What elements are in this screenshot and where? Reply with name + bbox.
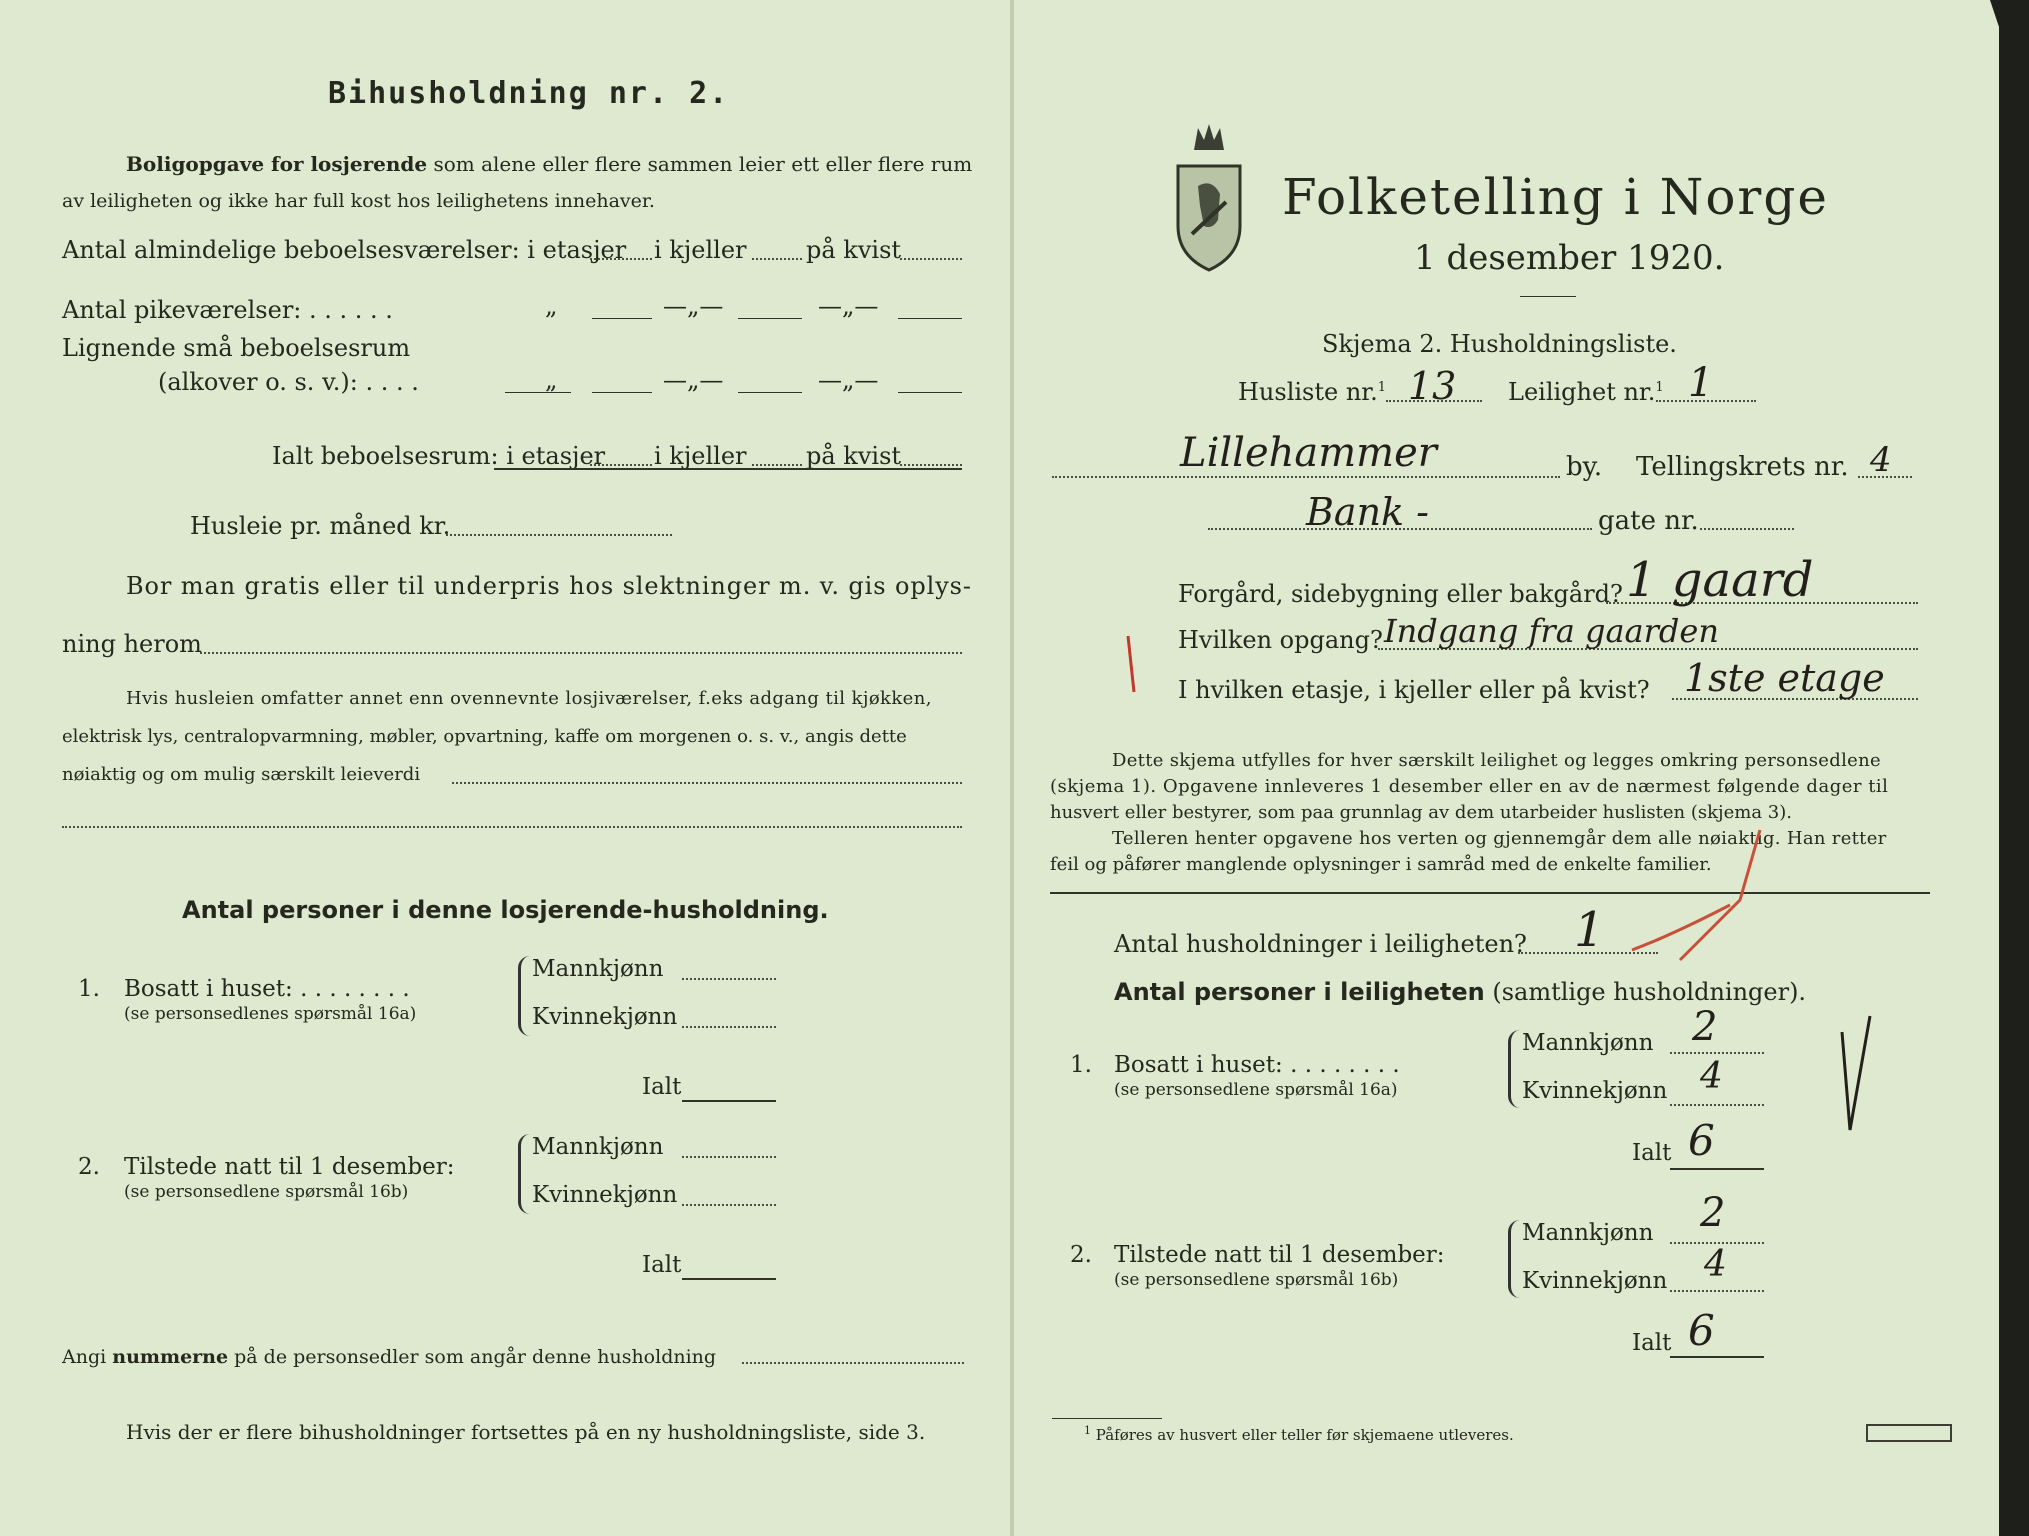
rooms-etasjer-field[interactable] xyxy=(590,258,652,260)
antal-heading-rest: (samtlige husholdninger). xyxy=(1492,978,1807,1006)
rq2-ialt-field[interactable] xyxy=(1670,1356,1764,1358)
hush-label: Antal husholdninger i leiligheten? xyxy=(1114,930,1527,958)
alkover-ditto-3: —„— xyxy=(818,366,879,394)
krets-value[interactable]: 4 xyxy=(1870,440,1892,480)
gate-label: gate nr. xyxy=(1598,506,1699,536)
bor-line-2: ning herom xyxy=(62,630,202,658)
rq1-mann-value[interactable]: 2 xyxy=(1692,1004,1718,1050)
lq1-kvinne-field[interactable] xyxy=(682,1026,776,1028)
husliste-text: Husliste nr. xyxy=(1238,378,1378,406)
angi-line xyxy=(62,1346,716,1368)
by-label: by. xyxy=(1566,452,1603,482)
husliste-value[interactable]: 13 xyxy=(1408,364,1457,408)
etasje-label: I hvilken etasje, i kjeller eller på kvist? xyxy=(1178,676,1650,704)
alkover-label: (alkover o. s. v.): . . . . xyxy=(158,368,419,396)
pike-kvist-field[interactable] xyxy=(898,318,962,319)
angi-prefix: Angi xyxy=(62,1346,107,1368)
alkover-etasjer-field[interactable] xyxy=(592,392,652,393)
footnote-text xyxy=(1084,1424,1514,1444)
lq1-mann-label: Mannkjønn xyxy=(532,956,664,982)
antal-heading-bold: Antal personer i leiligheten xyxy=(1114,978,1485,1006)
lq1-ialt-field[interactable] xyxy=(682,1100,776,1102)
ialt-kvist-label: på kvist xyxy=(806,442,902,470)
rq2-ialt-label: Ialt xyxy=(1632,1330,1672,1356)
leilighet-label xyxy=(1508,378,1664,406)
lq2-ialt-field[interactable] xyxy=(682,1278,776,1280)
leieverdi-field[interactable] xyxy=(452,782,962,784)
rq1-ialt-label: Ialt xyxy=(1632,1140,1672,1166)
rq2-label: Tilstede natt til 1 desember: xyxy=(1114,1242,1445,1268)
lq2-mann-label: Mannkjønn xyxy=(532,1134,664,1160)
leilighet-text: Leilighet nr. xyxy=(1508,378,1656,406)
husleie-label: Husleie pr. måned kr. xyxy=(190,512,451,540)
rooms-kjeller-label: i kjeller xyxy=(654,236,747,264)
rooms-kvist-field[interactable] xyxy=(900,258,962,260)
ialt-kvist-field[interactable] xyxy=(900,464,962,466)
pike-ditto-3: —„— xyxy=(818,292,879,320)
hvis-line-2: elektrisk lys, centralopvarmning, møbler, opvartning, kaffe om morgenen o. s. v., angis dette xyxy=(62,726,907,747)
forgard-value[interactable]: 1 gaard xyxy=(1626,552,1814,608)
antal-losjerende-heading: Antal personer i denne losjerende-husholdning. xyxy=(182,896,829,924)
ialt-kjeller-field[interactable] xyxy=(752,464,802,466)
rq2-brace xyxy=(1508,1220,1521,1298)
hvis-line-1: Hvis husleien omfatter annet enn ovennevnte losjiværelser, f.eks adgang til kjøkken, xyxy=(126,688,932,709)
center-fold xyxy=(1010,0,1014,1536)
rq1-ialt-value[interactable]: 6 xyxy=(1688,1116,1715,1165)
pike-ditto-2: —„— xyxy=(663,292,724,320)
rooms-label: Antal almindelige beboelsesværelser: i etasjer xyxy=(62,236,627,264)
left-title: Bihusholdning nr. 2. xyxy=(328,76,730,111)
pike-kjeller-field[interactable] xyxy=(738,318,802,319)
pike-label: Antal pikeværelser: . . . . . . xyxy=(62,296,393,324)
lq1-sub: (se personsedlenes spørsmål 16a) xyxy=(124,1004,417,1024)
rooms-kjeller-field[interactable] xyxy=(752,258,802,260)
alkover-ditto-1: „ xyxy=(545,366,558,394)
alkover-kjeller-field[interactable] xyxy=(738,392,802,393)
rq2-number: 2. xyxy=(1070,1242,1092,1268)
lq2-mann-field[interactable] xyxy=(682,1156,776,1158)
intro-bold: Boligopgave for losjerende xyxy=(126,152,428,176)
intro-line-2: av leiligheten og ikke har full kost hos leilighetens innehaver. xyxy=(62,190,655,212)
leilighet-value[interactable]: 1 xyxy=(1688,360,1714,406)
rq1-number: 1. xyxy=(1070,1052,1092,1078)
lq2-kvinne-label: Kvinnekjønn xyxy=(532,1182,678,1208)
lq2-kvinne-field[interactable] xyxy=(682,1204,776,1206)
rq1-kvinne-label: Kvinnekjønn xyxy=(1522,1078,1668,1104)
rq1-label: Bosatt i huset: . . . . . . . . xyxy=(1114,1052,1400,1078)
ialt-rooms-underline xyxy=(494,468,962,470)
intro-line-1 xyxy=(126,152,972,176)
right-title: Folketelling i Norge xyxy=(1282,168,1829,226)
alkover-kvist-field[interactable] xyxy=(898,392,962,393)
angi-rest: på de personsedler som angår denne husholdning xyxy=(234,1346,717,1368)
rooms-kvist-label: på kvist xyxy=(806,236,902,264)
pike-etasjer-field[interactable] xyxy=(592,318,652,319)
printer-stamp xyxy=(1866,1424,1952,1442)
lq2-label: Tilstede natt til 1 desember: xyxy=(124,1154,455,1180)
opgang-value[interactable]: Indgang fra gaarden xyxy=(1384,612,1719,650)
lq1-label: Bosatt i huset: . . . . . . . . xyxy=(124,976,410,1002)
footnote-rule xyxy=(1052,1418,1162,1419)
gate-field[interactable] xyxy=(1700,528,1794,530)
rq1-kvinne-value[interactable]: 4 xyxy=(1700,1056,1723,1097)
info-line-1: Dette skjema utfylles for hver særskilt leilighet og legges omkring personsedlene xyxy=(1112,750,1881,771)
rq1-ialt-field[interactable] xyxy=(1670,1168,1764,1170)
checker-marks xyxy=(1120,630,1840,1150)
rq2-mann-value[interactable]: 2 xyxy=(1700,1190,1726,1236)
footnote-mark: 1 xyxy=(1084,1424,1091,1437)
lq1-kvinne-label: Kvinnekjønn xyxy=(532,1004,678,1030)
alkover-ditto-2: —„— xyxy=(663,366,724,394)
info-line-3: husvert eller bestyrer, som paa grunnlag av dem utarbeider huslisten (skjema 3). xyxy=(1050,802,1792,823)
lq1-brace xyxy=(518,956,531,1036)
town-field[interactable] xyxy=(1052,476,1560,478)
bor-line-1: Bor man gratis eller til underpris hos slektninger m. v. gis oplys- xyxy=(126,572,972,600)
lq2-number: 2. xyxy=(78,1154,100,1180)
rq2-kvinne-field[interactable] xyxy=(1670,1290,1764,1292)
rq1-mann-label: Mannkjønn xyxy=(1522,1030,1654,1056)
intro-rest: som alene eller flere sammen leier ett eller flere rum xyxy=(433,152,973,176)
lignende-label: Lignende små beboelsesrum xyxy=(62,334,411,362)
angi-bold: nummerne xyxy=(112,1346,229,1368)
krets-label: Tellingskrets nr. xyxy=(1636,452,1849,482)
lq2-brace xyxy=(518,1134,531,1214)
ialt-etasjer-field[interactable] xyxy=(590,464,652,466)
rq1-sub: (se personsedlene spørsmål 16a) xyxy=(1114,1080,1398,1100)
street-value[interactable]: Bank - xyxy=(1306,490,1429,534)
lq1-mann-field[interactable] xyxy=(682,978,776,980)
date-rule xyxy=(1520,296,1576,297)
angi-field[interactable] xyxy=(742,1362,964,1364)
info-line-4: Telleren henter opgavene hos verten og gjennemgår dem alle nøiaktig. Han retter xyxy=(1112,828,1887,849)
opgang-label: Hvilken opgang? xyxy=(1178,626,1383,654)
lq1-ialt-label: Ialt xyxy=(642,1074,682,1100)
husliste-footnote-mark: 1 xyxy=(1377,380,1387,395)
rq2-mann-label: Mannkjønn xyxy=(1522,1220,1654,1246)
forgard-label: Forgård, sidebygning eller bakgård? xyxy=(1178,580,1623,608)
husliste-label xyxy=(1238,378,1386,406)
norwegian-coat-of-arms xyxy=(1168,122,1250,272)
rq2-kvinne-label: Kvinnekjønn xyxy=(1522,1268,1668,1294)
husleie-field[interactable] xyxy=(446,534,672,536)
pike-ditto-1: „ xyxy=(545,292,558,320)
hush-value[interactable]: 1 xyxy=(1574,902,1605,958)
town-value[interactable]: Lillehammer xyxy=(1180,430,1437,476)
lq2-sub: (se personsedlene spørsmål 16b) xyxy=(124,1182,409,1202)
ialt-rooms-label: Ialt beboelsesrum: i etasjer xyxy=(272,442,606,470)
skjema-label: Skjema 2. Husholdningsliste. xyxy=(1322,330,1677,358)
lq2-ialt-label: Ialt xyxy=(642,1252,682,1278)
left-footer: Hvis der er flere bihusholdninger fortsettes på en ny husholdningsliste, side 3. xyxy=(126,1420,926,1444)
footnote-body: Påføres av husvert eller teller før skjemaene utleveres. xyxy=(1095,1426,1514,1444)
scan-edge xyxy=(1999,0,2029,1536)
leilighet-footnote-mark: 1 xyxy=(1655,380,1664,395)
info-line-5: feil og påfører manglende oplysninger i samråd med de enkelte familier. xyxy=(1050,854,1712,875)
lq1-number: 1. xyxy=(78,976,100,1002)
ialt-kjeller-label: i kjeller xyxy=(654,442,747,470)
alkover-pre-field[interactable] xyxy=(505,392,571,393)
rq2-kvinne-value[interactable]: 4 xyxy=(1704,1244,1727,1285)
info-line-2: (skjema 1). Opgavene innleveres 1 desember eller en av de nærmest følgende dager til xyxy=(1050,776,1889,797)
rq2-ialt-value[interactable]: 6 xyxy=(1688,1306,1715,1355)
leieverdi-field-2[interactable] xyxy=(62,826,962,828)
check-mark xyxy=(1836,1012,1876,1142)
etasje-value[interactable]: 1ste etage xyxy=(1684,656,1885,700)
right-date: 1 desember 1920. xyxy=(1414,238,1725,278)
rq2-sub: (se personsedlene spørsmål 16b) xyxy=(1114,1270,1399,1290)
bor-field[interactable] xyxy=(200,652,962,654)
hvis-line-3: nøiaktig og om mulig særskilt leieverdi xyxy=(62,764,421,785)
